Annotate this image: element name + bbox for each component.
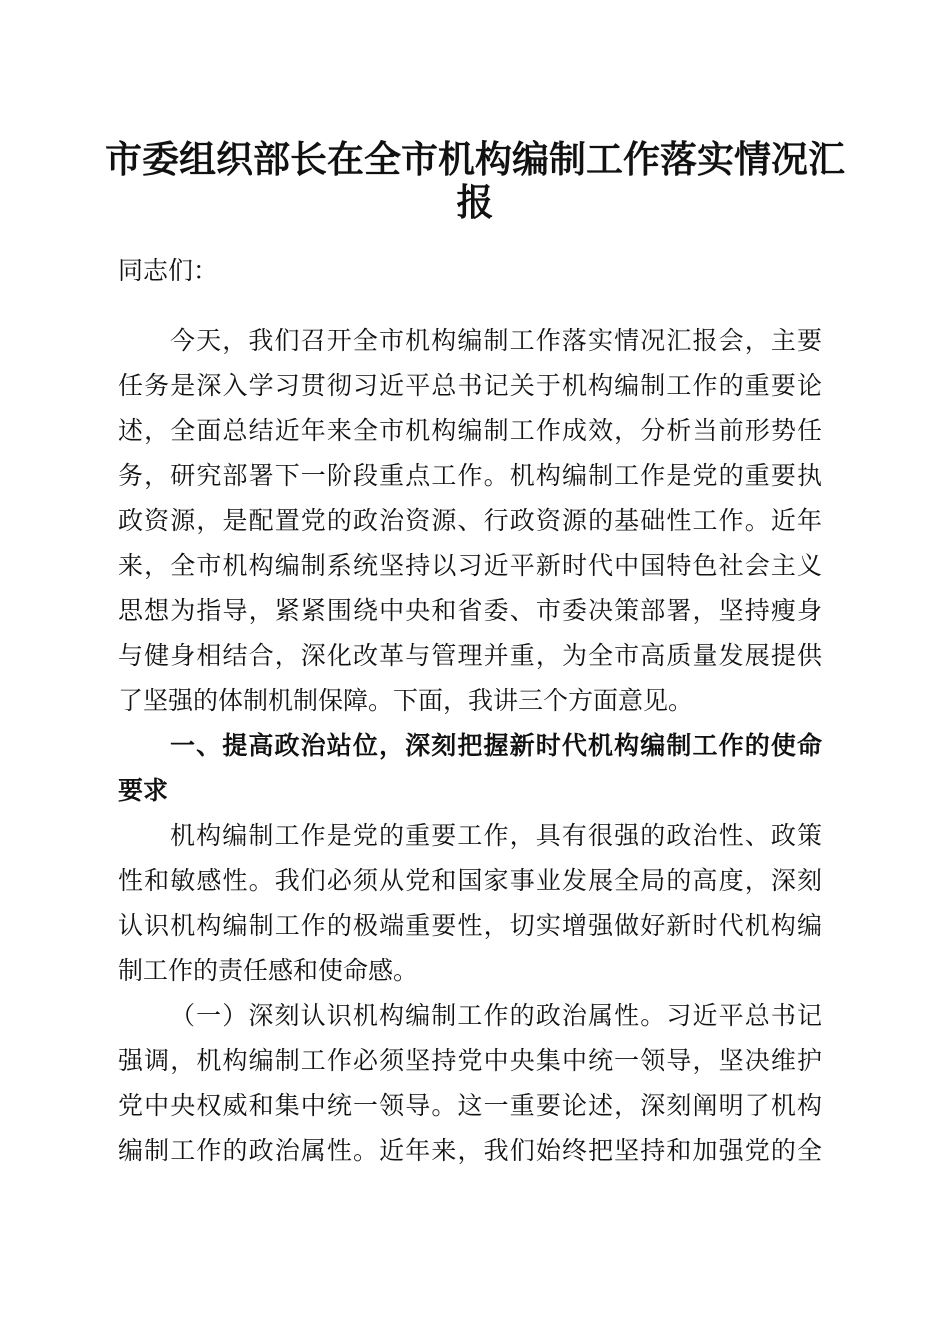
paragraph-line: 编制工作的政治属性。近年来，我们始终把坚持和加强党的全: [118, 1136, 822, 1165]
paragraph-line: 来，全市机构编制系统坚持以习近平新时代中国特色社会主义: [118, 551, 822, 580]
paragraph-line: 制工作的责任感和使命感。: [118, 956, 419, 985]
section-heading-line: 要求: [118, 776, 169, 805]
paragraph-line: 政资源，是配置党的政治资源、行政资源的基础性工作。近年: [118, 506, 822, 535]
section-heading-line: 一、提高政治站位，深刻把握新时代机构编制工作的使命: [170, 731, 822, 760]
paragraph-line: 了坚强的体制机制保障。下面，我讲三个方面意见。: [118, 686, 694, 715]
document-title-line-2: 报: [456, 180, 494, 224]
paragraph-line: （一）深刻认识机构编制工作的政治属性。习近平总书记: [170, 1001, 822, 1030]
paragraph-line: 任务是深入学习贯彻习近平总书记关于机构编制工作的重要论: [118, 371, 822, 400]
paragraph-line: 今天，我们召开全市机构编制工作落实情况汇报会，主要: [170, 326, 822, 355]
paragraph-line: 务，研究部署下一阶段重点工作。机构编制工作是党的重要执: [118, 461, 822, 490]
paragraph-line: 思想为指导，紧紧围绕中央和省委、市委决策部署，坚持瘦身: [118, 596, 822, 625]
salutation: 同志们：: [118, 256, 219, 285]
paragraph-line: 性和敏感性。我们必须从党和国家事业发展全局的高度，深刻: [118, 866, 822, 895]
paragraph-line: 与健身相结合，深化改革与管理并重，为全市高质量发展提供: [118, 641, 822, 670]
paragraph-line: 党中央权威和集中统一领导。这一重要论述，深刻阐明了机构: [118, 1091, 822, 1120]
paragraph-line: 认识机构编制工作的极端重要性，切实增强做好新时代机构编: [118, 911, 822, 940]
paragraph-line: 强调，机构编制工作必须坚持党中央集中统一领导，坚决维护: [118, 1046, 822, 1075]
paragraph-line: 述，全面总结近年来全市机构编制工作成效，分析当前形势任: [118, 416, 822, 445]
paragraph-line: 机构编制工作是党的重要工作，具有很强的政治性、政策: [170, 821, 822, 850]
document-title-line-1: 市委组织部长在全市机构编制工作落实情况汇: [105, 137, 845, 181]
